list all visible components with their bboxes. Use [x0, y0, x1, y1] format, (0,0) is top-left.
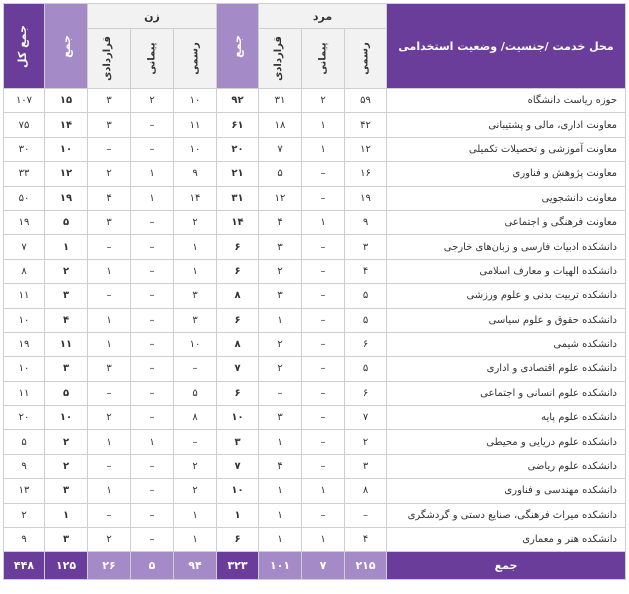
women-contract-cell: – — [131, 503, 174, 527]
men-sum-cell: ۲۱ — [217, 162, 259, 186]
women-contract-cell: – — [131, 357, 174, 381]
women-contract-cell: – — [131, 332, 174, 356]
women-agreement-cell: ۱ — [88, 332, 131, 356]
table-row — [4, 406, 626, 430]
grand-total-cell: ۸ — [4, 259, 45, 283]
women-contract-cell: – — [131, 284, 174, 308]
grand-total-cell: ۷۵ — [4, 113, 45, 137]
women-agreement-cell: ۴ — [88, 186, 131, 210]
men-official-cell: ۵۹ — [345, 89, 387, 113]
footer-grand-total: ۴۴۸ — [4, 552, 45, 580]
footer-women-agreement: ۲۶ — [88, 552, 131, 580]
women-sum-cell: ۲ — [45, 430, 88, 454]
women-official-cell: ۹ — [174, 162, 217, 186]
women-agreement-cell: ۲ — [88, 162, 131, 186]
women-official-header: رسمی — [174, 29, 217, 89]
women-official-cell: ۱۴ — [174, 186, 217, 210]
row-name: دانشکده هنر و معماری — [387, 528, 626, 552]
men-agreement-cell: ۱ — [259, 479, 302, 503]
women-official-cell: ۸ — [174, 406, 217, 430]
staff-table — [3, 3, 626, 580]
men-agreement-cell: ۱ — [259, 430, 302, 454]
men-contract-header: پیمانی — [302, 29, 345, 89]
footer-women-contract: ۵ — [131, 552, 174, 580]
men-contract-cell: – — [302, 308, 345, 332]
women-sum-cell: ۳ — [45, 284, 88, 308]
table-row — [4, 381, 626, 405]
women-sum-label: جمع — [59, 34, 73, 58]
women-contract-cell: – — [131, 235, 174, 259]
women-contract-cell: – — [131, 308, 174, 332]
men-contract-cell: – — [302, 503, 345, 527]
men-sum-cell: ۹۲ — [217, 89, 259, 113]
men-sum-cell: ۶ — [217, 528, 259, 552]
women-sum-cell: ۱ — [45, 503, 88, 527]
women-official-cell: ۱ — [174, 235, 217, 259]
women-agreement-cell: – — [88, 381, 131, 405]
grand-total-label: جمع کل — [16, 24, 30, 68]
men-contract-cell: – — [302, 162, 345, 186]
men-agreement-cell: ۲ — [259, 259, 302, 283]
footer-men-agreement: ۱۰۱ — [259, 552, 302, 580]
men-agreement-cell: ۱۲ — [259, 186, 302, 210]
men-contract-cell: ۱ — [302, 210, 345, 234]
table-row — [4, 284, 626, 308]
women-agreement-cell: ۱ — [88, 308, 131, 332]
footer-women-official: ۹۴ — [174, 552, 217, 580]
table-row — [4, 210, 626, 234]
table-row — [4, 528, 626, 552]
women-sum-cell: ۱۰ — [45, 406, 88, 430]
grand-total-header — [4, 4, 45, 89]
row-name: معاونت دانشجویی — [387, 186, 626, 210]
men-group-header: مرد — [259, 4, 387, 29]
table-row — [4, 454, 626, 478]
women-official-cell: ۳ — [174, 308, 217, 332]
grand-total-cell: ۱۰ — [4, 357, 45, 381]
women-agreement-cell: – — [88, 235, 131, 259]
men-official-cell: ۲ — [345, 430, 387, 454]
men-sum-cell: ۸ — [217, 332, 259, 356]
men-sum-cell: ۳۱ — [217, 186, 259, 210]
men-sum-cell: ۱ — [217, 503, 259, 527]
women-sum-cell: ۵ — [45, 381, 88, 405]
men-agreement-cell: ۱۸ — [259, 113, 302, 137]
men-agreement-header: قراردادی — [259, 29, 302, 89]
grand-total-cell: ۹ — [4, 528, 45, 552]
women-official-cell: ۳ — [174, 284, 217, 308]
grand-total-cell: ۷ — [4, 235, 45, 259]
women-official-cell: – — [174, 357, 217, 381]
women-sum-cell: ۱۹ — [45, 186, 88, 210]
row-name: دانشکده الهیات و معارف اسلامی — [387, 259, 626, 283]
table-body — [4, 89, 626, 552]
men-sum-cell: ۷ — [217, 357, 259, 381]
table-row — [4, 259, 626, 283]
table-row — [4, 113, 626, 137]
women-agreement-cell: ۳ — [88, 113, 131, 137]
men-contract-cell: ۱ — [302, 479, 345, 503]
men-sum-cell: ۲۰ — [217, 137, 259, 161]
women-group-header: زن — [88, 4, 217, 29]
men-agreement-cell: ۴ — [259, 454, 302, 478]
men-sum-cell: ۱۴ — [217, 210, 259, 234]
women-official-cell: ۱۰ — [174, 89, 217, 113]
men-sum-cell: ۶ — [217, 235, 259, 259]
footer-men-sum: ۳۲۳ — [217, 552, 259, 580]
men-official-cell: ۸ — [345, 479, 387, 503]
row-name: حوزه ریاست دانشگاه — [387, 89, 626, 113]
men-contract-cell: – — [302, 235, 345, 259]
women-contract-header: پیمانی — [131, 29, 174, 89]
women-agreement-cell: ۲ — [88, 528, 131, 552]
row-name: معاونت فرهنگی و اجتماعی — [387, 210, 626, 234]
row-name: دانشکده علوم پایه — [387, 406, 626, 430]
women-official-cell: – — [174, 430, 217, 454]
men-official-cell: ۵ — [345, 357, 387, 381]
table-row — [4, 89, 626, 113]
men-official-cell: ۹ — [345, 210, 387, 234]
men-agreement-cell: ۳۱ — [259, 89, 302, 113]
women-agreement-cell: – — [88, 454, 131, 478]
men-agreement-cell: ۳ — [259, 235, 302, 259]
women-contract-cell: – — [131, 113, 174, 137]
men-contract-cell: – — [302, 430, 345, 454]
grand-total-cell: ۱۰۷ — [4, 89, 45, 113]
table-row — [4, 137, 626, 161]
women-agreement-cell: – — [88, 503, 131, 527]
men-contract-cell: ۱ — [302, 528, 345, 552]
men-contract-cell: – — [302, 186, 345, 210]
women-official-cell: ۱ — [174, 259, 217, 283]
grand-total-cell: ۱۱ — [4, 284, 45, 308]
men-official-cell: ۴ — [345, 259, 387, 283]
men-official-cell: ۳ — [345, 454, 387, 478]
men-contract-cell: – — [302, 332, 345, 356]
men-agreement-cell: ۱ — [259, 308, 302, 332]
women-agreement-cell: ۱ — [88, 259, 131, 283]
men-contract-cell: – — [302, 454, 345, 478]
staff-table-container — [3, 3, 625, 580]
men-sum-cell: ۷ — [217, 454, 259, 478]
women-sum-cell: ۱۴ — [45, 113, 88, 137]
women-sum-cell: ۲ — [45, 454, 88, 478]
men-agreement-cell: ۲ — [259, 332, 302, 356]
men-official-cell: ۳ — [345, 235, 387, 259]
men-agreement-cell: ۲ — [259, 357, 302, 381]
men-agreement-cell: ۵ — [259, 162, 302, 186]
table-row — [4, 479, 626, 503]
men-sum-cell: ۶۱ — [217, 113, 259, 137]
row-name: دانشکده علوم انسانی و اجتماعی — [387, 381, 626, 405]
women-official-cell: ۱۱ — [174, 113, 217, 137]
grand-total-cell: ۵۰ — [4, 186, 45, 210]
row-name: معاونت اداری، مالی و پشتیبانی — [387, 113, 626, 137]
women-contract-cell: ۱ — [131, 186, 174, 210]
men-sum-cell: ۱۰ — [217, 406, 259, 430]
women-contract-cell: ۲ — [131, 89, 174, 113]
row-name: دانشکده حقوق و علوم سیاسی — [387, 308, 626, 332]
men-agreement-cell: – — [259, 381, 302, 405]
row-name: دانشکده تربیت بدنی و علوم ورزشی — [387, 284, 626, 308]
women-agreement-cell: ۱ — [88, 479, 131, 503]
men-official-cell: ۱۶ — [345, 162, 387, 186]
women-contract-cell: – — [131, 406, 174, 430]
men-agreement-cell: ۳ — [259, 406, 302, 430]
row-name: دانشکده شیمی — [387, 332, 626, 356]
women-contract-cell: – — [131, 479, 174, 503]
table-row — [4, 162, 626, 186]
grand-total-cell: ۳۰ — [4, 137, 45, 161]
footer-men-contract: ۷ — [302, 552, 345, 580]
men-agreement-cell: ۳ — [259, 284, 302, 308]
men-contract-cell: ۱ — [302, 137, 345, 161]
women-sum-cell: ۴ — [45, 308, 88, 332]
grand-total-cell: ۹ — [4, 454, 45, 478]
grand-total-cell: ۱۰ — [4, 308, 45, 332]
grand-total-cell: ۲۰ — [4, 406, 45, 430]
women-sum-cell: ۳ — [45, 528, 88, 552]
men-official-cell: ۶ — [345, 332, 387, 356]
grand-total-cell: ۱۳ — [4, 479, 45, 503]
women-official-cell: ۱۰ — [174, 137, 217, 161]
men-official-cell: ۱۹ — [345, 186, 387, 210]
men-official-cell: ۶ — [345, 381, 387, 405]
women-agreement-cell: ۳ — [88, 89, 131, 113]
men-agreement-cell: ۷ — [259, 137, 302, 161]
women-sum-cell: ۵ — [45, 210, 88, 234]
women-sum-header — [45, 4, 88, 89]
footer-women-sum: ۱۲۵ — [45, 552, 88, 580]
men-sum-cell: ۶ — [217, 308, 259, 332]
men-contract-cell: – — [302, 284, 345, 308]
men-agreement-cell: ۱ — [259, 528, 302, 552]
men-official-cell: ۴۲ — [345, 113, 387, 137]
category-header: محل خدمت /جنسیت/ وضعیت استخدامی — [387, 4, 626, 89]
men-sum-cell: ۶ — [217, 381, 259, 405]
women-agreement-cell: ۳ — [88, 210, 131, 234]
grand-total-cell: ۲ — [4, 503, 45, 527]
table-row — [4, 308, 626, 332]
men-agreement-cell: ۴ — [259, 210, 302, 234]
men-official-header: رسمی — [345, 29, 387, 89]
table-row — [4, 503, 626, 527]
men-sum-cell: ۸ — [217, 284, 259, 308]
men-sum-cell: ۳ — [217, 430, 259, 454]
women-agreement-header: قراردادی — [88, 29, 131, 89]
women-agreement-cell: ۱ — [88, 430, 131, 454]
women-contract-cell: – — [131, 210, 174, 234]
men-official-cell: ۴ — [345, 528, 387, 552]
grand-total-cell: ۱۹ — [4, 332, 45, 356]
men-official-cell: ۷ — [345, 406, 387, 430]
women-sum-cell: ۱۲ — [45, 162, 88, 186]
women-sum-cell: ۲ — [45, 259, 88, 283]
women-official-cell: ۲ — [174, 479, 217, 503]
women-agreement-cell: ۳ — [88, 357, 131, 381]
row-name: دانشکده مهندسی و فناوری — [387, 479, 626, 503]
table-row — [4, 235, 626, 259]
men-official-cell: ۵ — [345, 284, 387, 308]
footer-label: جمع — [387, 552, 626, 580]
row-name: دانشکده ادبیات فارسی و زبان‌های خارجی — [387, 235, 626, 259]
grand-total-cell: ۳۳ — [4, 162, 45, 186]
men-official-cell: ۱۲ — [345, 137, 387, 161]
women-agreement-cell: – — [88, 284, 131, 308]
men-sum-label: جمع — [230, 34, 244, 58]
women-contract-cell: – — [131, 454, 174, 478]
men-contract-cell: – — [302, 357, 345, 381]
table-row — [4, 430, 626, 454]
men-sum-cell: ۱۰ — [217, 479, 259, 503]
women-official-cell: ۵ — [174, 381, 217, 405]
row-name: معاونت آموزشی و تحصیلات تکمیلی — [387, 137, 626, 161]
table-row — [4, 332, 626, 356]
grand-total-cell: ۱۱ — [4, 381, 45, 405]
women-contract-cell: ۱ — [131, 430, 174, 454]
men-official-cell: ۵ — [345, 308, 387, 332]
women-agreement-cell: – — [88, 137, 131, 161]
grand-total-cell: ۱۹ — [4, 210, 45, 234]
women-official-cell: ۱ — [174, 503, 217, 527]
women-sum-cell: ۱۰ — [45, 137, 88, 161]
row-name: دانشکده علوم ریاضی — [387, 454, 626, 478]
grand-total-cell: ۵ — [4, 430, 45, 454]
women-contract-cell: ۱ — [131, 162, 174, 186]
footer-men-official: ۲۱۵ — [345, 552, 387, 580]
row-name: معاونت پژوهش و فناوری — [387, 162, 626, 186]
women-contract-cell: – — [131, 259, 174, 283]
table-row — [4, 186, 626, 210]
women-official-cell: ۱۰ — [174, 332, 217, 356]
row-name: دانشکده میراث فرهنگی، صنایع دستی و گردشگری — [387, 503, 626, 527]
men-contract-cell: – — [302, 381, 345, 405]
row-name: دانشکده علوم دریایی و محیطی — [387, 430, 626, 454]
women-sum-cell: ۳ — [45, 479, 88, 503]
women-contract-cell: – — [131, 528, 174, 552]
women-agreement-cell: ۲ — [88, 406, 131, 430]
men-sum-cell: ۶ — [217, 259, 259, 283]
men-contract-cell: – — [302, 406, 345, 430]
women-sum-cell: ۱ — [45, 235, 88, 259]
women-contract-cell: – — [131, 137, 174, 161]
men-contract-cell: – — [302, 259, 345, 283]
women-sum-cell: ۱۵ — [45, 89, 88, 113]
women-official-cell: ۲ — [174, 210, 217, 234]
men-contract-cell: ۲ — [302, 89, 345, 113]
women-official-cell: ۱ — [174, 528, 217, 552]
men-agreement-cell: ۱ — [259, 503, 302, 527]
table-row — [4, 357, 626, 381]
men-official-cell: – — [345, 503, 387, 527]
women-sum-cell: ۳ — [45, 357, 88, 381]
women-official-cell: ۲ — [174, 454, 217, 478]
men-sum-header — [217, 4, 259, 89]
men-contract-cell: ۱ — [302, 113, 345, 137]
women-contract-cell: – — [131, 381, 174, 405]
row-name: دانشکده علوم اقتصادی و اداری — [387, 357, 626, 381]
women-sum-cell: ۱۱ — [45, 332, 88, 356]
